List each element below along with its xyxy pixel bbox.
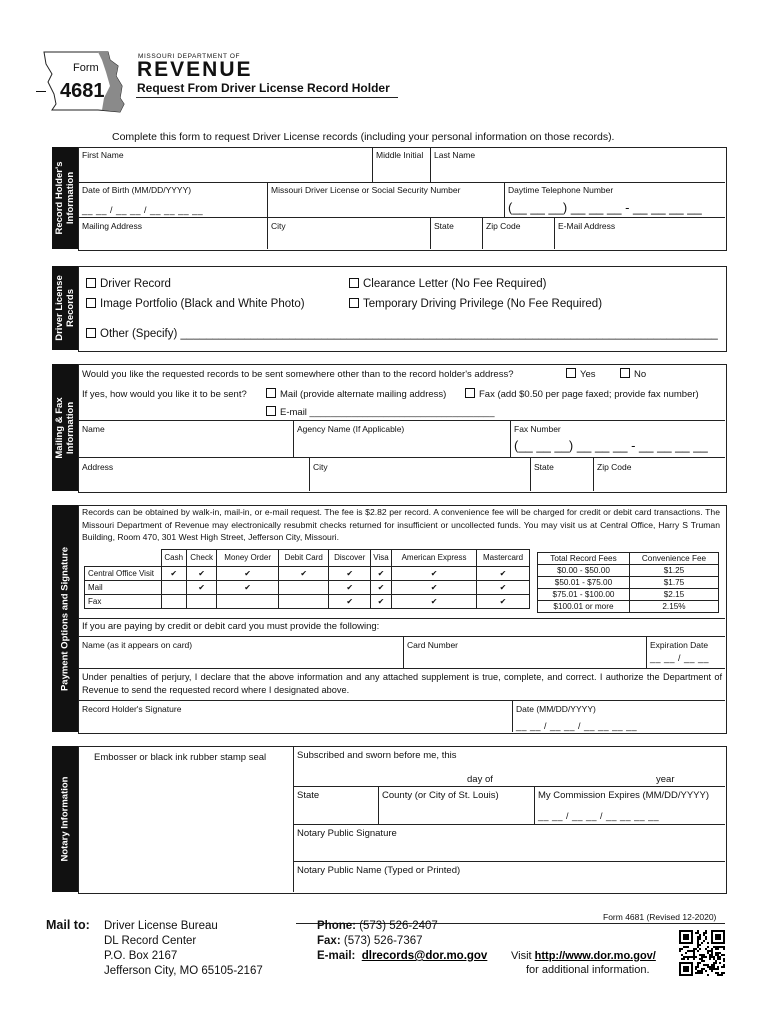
driver-record-checkbox[interactable]: Driver Record	[86, 278, 171, 290]
payment-corner-cell	[85, 550, 162, 567]
payment-column-header: Discover	[329, 550, 370, 567]
expiration-field[interactable]: __ __ / __ __	[650, 653, 710, 663]
notary-state-label: State	[297, 790, 320, 801]
card-notice: If you are paying by credit or debit card you must provide the following:	[82, 621, 380, 632]
payment-check-cell: ✔	[370, 581, 391, 595]
first-name-label: First Name	[82, 150, 124, 160]
payment-column-header: Visa	[370, 550, 391, 567]
payment-check-cell: ✔	[392, 567, 477, 581]
payment-row-label: Mail	[85, 581, 162, 595]
dob-field[interactable]: __ __ / __ __ / __ __ __ __	[82, 205, 204, 215]
phone-field[interactable]: (__ __ __) __ __ __ - __ __ __ __	[508, 200, 702, 215]
license-label: Missouri Driver License or Social Security Number	[271, 185, 461, 195]
image-portfolio-checkbox[interactable]: Image Portfolio (Black and White Photo)	[86, 298, 305, 310]
payment-check-cell: ✔	[217, 581, 278, 595]
section-holder-label: Record Holder's Information	[52, 147, 78, 249]
mail-address-line-4: Jefferson City, MO 65105-2167	[104, 965, 263, 977]
payment-column-header: Money Order	[217, 550, 278, 567]
day-of-label: day of	[467, 774, 493, 785]
payment-column-header: Check	[186, 550, 217, 567]
agency-logo-text: REVENUE	[137, 58, 253, 81]
payment-row-label: Fax	[85, 595, 162, 609]
payment-check-cell: ✔	[370, 567, 391, 581]
phone-label: Daytime Telephone Number	[508, 185, 614, 195]
section-notary-label: Notary Information	[52, 746, 78, 892]
temporary-privilege-checkbox[interactable]: Temporary Driving Privilege (No Fee Required)	[349, 298, 602, 310]
visit-suffix: for additional information.	[526, 964, 650, 976]
notary-county-label: County (or City of St. Louis)	[382, 790, 499, 801]
payment-check-cell	[278, 595, 329, 609]
qr-code-icon	[679, 930, 725, 976]
agency-top: MISSOURI DEPARTMENT OF	[138, 53, 241, 60]
fax-number-field[interactable]: (__ __ __) __ __ __ - __ __ __ __	[514, 438, 708, 453]
contact-email: E-mail: dlrecords@dor.mo.gov	[317, 950, 488, 962]
payment-check-cell: ✔	[370, 595, 391, 609]
contact-phone: Phone: (573) 526-2407	[317, 920, 438, 932]
fee-cell: $1.25	[629, 565, 718, 577]
holder-state-label: State	[434, 221, 454, 231]
payment-check-cell	[161, 581, 186, 595]
mail-option-checkbox[interactable]: Mail (provide alternate mailing address)	[266, 388, 446, 400]
fee-cell: 2.15%	[629, 601, 718, 613]
payment-column-header: American Express	[392, 550, 477, 567]
mailing-address-field-label: Address	[82, 462, 114, 472]
payment-methods-table	[84, 549, 530, 609]
payment-check-cell	[161, 595, 186, 609]
payment-check-cell	[217, 595, 278, 609]
fee-row	[538, 589, 719, 601]
agency-name-label: Agency Name (If Applicable)	[297, 424, 405, 434]
mailing-name-label: Name	[82, 424, 105, 434]
name-on-card-label: Name (as it appears on card)	[82, 640, 193, 650]
perjury-statement: Under penalties of perjury, I declare that the above information and any attached supplement is true, complete, and correct. I authorize the Department of Revenue to send the requested record where I designated above.	[82, 672, 722, 695]
dob-label: Date of Birth (MM/DD/YYYY)	[82, 185, 192, 195]
fee-row	[538, 577, 719, 589]
payment-column-header: Debit Card	[278, 550, 329, 567]
instructions: Complete this form to request Driver License records (including your personal information on those records).	[112, 131, 615, 143]
mail-address-line-1: Driver License Bureau	[104, 920, 218, 932]
payment-check-cell: ✔	[161, 567, 186, 581]
payment-check-cell	[278, 581, 329, 595]
form-number: 4681	[60, 80, 105, 102]
payment-check-cell: ✔	[186, 567, 217, 581]
payment-check-cell: ✔	[477, 595, 530, 609]
mailing-address-label: Mailing Address	[82, 221, 143, 231]
fax-option-checkbox[interactable]: Fax (add $0.50 per page faxed; provide fax number)	[465, 388, 699, 400]
holder-zip-label: Zip Code	[486, 221, 521, 231]
section-mailing-label: Mailing & Fax Information	[52, 364, 78, 491]
how-sent-question: If yes, how would you like it to be sent?	[82, 389, 247, 400]
fee-row	[538, 565, 719, 577]
fee-cell: $2.15	[629, 589, 718, 601]
payment-check-cell: ✔	[392, 581, 477, 595]
fee-cell: $50.01 - $75.00	[538, 577, 630, 589]
fax-number-label: Fax Number	[514, 424, 561, 434]
email-link[interactable]: dlrecords@dor.mo.gov	[361, 950, 488, 962]
mailing-city-label: City	[313, 462, 328, 472]
fee-header: Total Record Fees	[538, 553, 630, 565]
payment-row	[85, 581, 530, 595]
holder-city-label: City	[271, 221, 286, 231]
payment-row-label: Central Office Visit	[85, 567, 162, 581]
form-label: Form	[73, 62, 99, 74]
holder-email-label: E-Mail Address	[558, 221, 616, 231]
fee-table	[537, 552, 719, 613]
send-elsewhere-question: Would you like the requested records to be sent somewhere other than to the record holder's address?	[82, 369, 514, 380]
fee-cell: $0.00 - $50.00	[538, 565, 630, 577]
payment-check-cell: ✔	[329, 581, 370, 595]
form-title: Request From Driver License Record Holder	[137, 81, 390, 95]
notary-signature-label: Notary Public Signature	[297, 828, 397, 839]
website-link[interactable]: http://www.dor.mo.gov/	[534, 950, 656, 962]
fee-header: Convenience Fee	[629, 553, 718, 565]
middle-initial-label: Middle Initial	[376, 150, 424, 160]
commission-expires-label: My Commission Expires (MM/DD/YYYY)	[538, 790, 710, 801]
last-name-label: Last Name	[434, 150, 476, 160]
holder-signature-label: Record Holder's Signature	[82, 704, 182, 714]
mailing-zip-label: Zip Code	[597, 462, 632, 472]
clearance-letter-checkbox[interactable]: Clearance Letter (No Fee Required)	[349, 278, 546, 290]
fee-cell: $1.75	[629, 577, 718, 589]
mail-to-label: Mail to:	[46, 918, 90, 932]
payment-check-cell: ✔	[329, 595, 370, 609]
mailing-state-label: State	[534, 462, 554, 472]
signature-date-field[interactable]: __ __ / __ __ / __ __ __ __	[516, 721, 638, 731]
contact-fax: Fax: (573) 526-7367	[317, 935, 423, 947]
payment-check-cell: ✔	[329, 567, 370, 581]
other-checkbox[interactable]: Other (Specify) ____________________________________________________________________________________	[86, 328, 718, 340]
fee-row	[538, 601, 719, 613]
visit-line: Visit http://www.dor.mo.gov/	[511, 950, 656, 962]
section-payment-label: Payment Options and Signature	[52, 505, 78, 732]
payment-paragraph: Records can be obtained by walk-in, mail-in, or e-mail request. The fee is $2.82 per record. A convenience fee will be charged for credit or debit card transactions. The Missouri Department of Revenue may electronically resubmit checks returned for insufficient or uncollected funds. You may visit us at Central Office, Harry S Truman Building, Room 470, 301 West High Street, Jefferson City, Missouri.	[82, 507, 720, 542]
email-option-checkbox[interactable]: E-mail ___________________________________	[266, 406, 494, 418]
mail-address-line-3: P.O. Box 2167	[104, 950, 178, 962]
payment-check-cell: ✔	[477, 567, 530, 581]
signature-date-label: Date (MM/DD/YYYY)	[516, 704, 596, 714]
no-checkbox[interactable]: No	[620, 368, 646, 380]
section-records-label: Driver License Records	[52, 266, 78, 350]
fee-cell: $100.01 or more	[538, 601, 630, 613]
card-number-label: Card Number	[407, 640, 459, 650]
holder-section	[78, 147, 727, 251]
notary-name-label: Notary Public Name (Typed or Printed)	[297, 865, 461, 876]
commission-expires-field[interactable]: __ __ / __ __ / __ __ __ __	[538, 811, 660, 821]
year-label: year	[656, 774, 675, 785]
payment-column-header: Mastercard	[477, 550, 530, 567]
payment-column-header: Cash	[161, 550, 186, 567]
mail-address-line-2: DL Record Center	[104, 935, 197, 947]
payment-check-cell: ✔	[392, 595, 477, 609]
payment-row	[85, 567, 530, 581]
payment-check-cell: ✔	[477, 581, 530, 595]
payment-row	[85, 595, 530, 609]
notary-seal-label: Embosser or black ink rubber stamp seal	[94, 752, 267, 763]
expiration-label: Expiration Date	[650, 640, 709, 650]
sworn-statement: Subscribed and sworn before me, this	[297, 750, 457, 761]
payment-check-cell: ✔	[217, 567, 278, 581]
payment-check-cell	[186, 595, 217, 609]
yes-checkbox[interactable]: Yes	[566, 368, 596, 380]
fee-cell: $75.01 - $100.00	[538, 589, 630, 601]
revision-label: Form 4681 (Revised 12-2020)	[603, 912, 717, 922]
payment-check-cell: ✔	[278, 567, 329, 581]
payment-check-cell: ✔	[186, 581, 217, 595]
